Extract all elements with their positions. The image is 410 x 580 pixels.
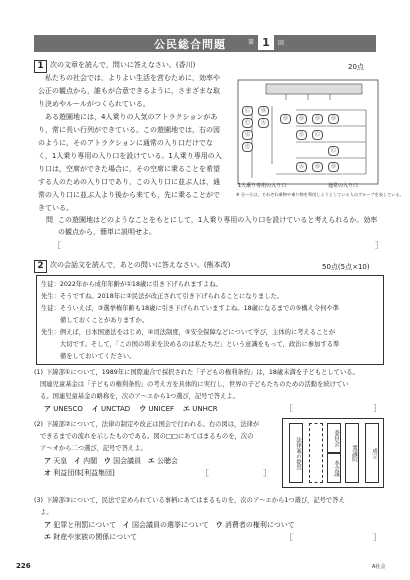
- passage-line: 公正の観点から，誰もが合意できるように，さまざまな取: [38, 87, 220, 95]
- normal-entrance-label: 通常の入り口: [328, 183, 359, 189]
- question-1-text-line: この遊園地はどのようなことをもとにして，1人乗り専用の入り口を設けていると考えられるか。効率: [58, 216, 378, 224]
- choice-mark: オ: [44, 469, 51, 477]
- answer-close-bracket: ］: [375, 241, 383, 250]
- answer-close-bracket: ］: [373, 404, 381, 413]
- subquestion-1-text: 国連児童基金は「子どもの権利条約」の考え方を具体的に実行し，世界の子どもたちのための活動を続けてい: [40, 381, 349, 388]
- group-circle: Ⓔ: [242, 142, 253, 152]
- subquestion-2-label: (2): [34, 421, 43, 428]
- question-1-number: 1: [34, 60, 47, 73]
- round-prefix: 第: [248, 39, 255, 46]
- subquestion-1-text: 下線部①について，1989年に国際連合で採択された「子どもの権利条約」は，18歳未満を子どもとしている。: [46, 369, 359, 376]
- question-1-passage: [38, 72, 224, 215]
- passage-line: する人のための入り口であり，この入り口に並ぶ人は，通: [38, 178, 220, 186]
- page-title: 公民総合問題: [154, 38, 226, 51]
- subquestion-1-answer-box[interactable]: [284, 402, 382, 417]
- dialogue-line: 生徒：そういえば，③選挙権年齢も18歳に引き下げられていますよね。18歳になるまでの⑤構え令何や準: [41, 305, 340, 312]
- subquestion-3-choices-row-2: [44, 531, 137, 544]
- passage-line: り決めやルールがつくられている。: [38, 100, 150, 108]
- question-1-label: 問: [46, 216, 53, 224]
- group-circle: Ⓔ: [296, 130, 307, 140]
- choice-text: 利益団体[利益集団]: [53, 469, 115, 477]
- group-circle: Ⓒ: [328, 146, 339, 156]
- passage-line: 私たちの社会では，よりよい生活を営むために，効率や: [45, 74, 220, 82]
- flow-step-house: 衆議院: [345, 423, 359, 483]
- group-circle: Ⓒ: [312, 130, 323, 140]
- subquestion-2-choices-row-2: [44, 467, 115, 480]
- passage-line: 常の入り口に並ぶ人より後から来ても，先に乗ることがで: [38, 191, 220, 199]
- group-circle: Ⓓ: [280, 114, 291, 124]
- passage-line: のように，そのアトラクションに通常の入り口だけでな: [38, 139, 213, 147]
- choice-text: 犯罪と刑罰について: [53, 521, 117, 529]
- choice-mark: ウ: [103, 457, 111, 465]
- choice-mark: ウ: [139, 405, 147, 413]
- choice-text: 内閣: [83, 457, 98, 465]
- choice-text: UNHCR: [192, 405, 218, 413]
- round-suffix: 回: [278, 40, 285, 47]
- queue-diagram: [236, 78, 404, 206]
- group-circle: Ⓓ: [296, 114, 307, 124]
- answer-close-bracket: ］: [373, 533, 381, 542]
- question-1-instruction: 次の文章を読んで，問いに答えなさい。(香川): [50, 61, 196, 69]
- question-2-instruction: 次の会話文を読んで，あとの問いに答えなさい。(熊本改): [50, 261, 231, 269]
- group-circle: Ⓐ: [258, 118, 269, 128]
- choice-mark: イ: [122, 521, 130, 529]
- choice-mark: エ: [44, 533, 51, 541]
- passage-line: く，1人乗り専用の入り口を設けている。1人乗り専用の入: [38, 152, 222, 160]
- single-rider-entrance-label: 1人乗り専用の入り口: [238, 183, 287, 189]
- queue-diagram-drawing: [236, 78, 382, 190]
- dialogue-line: 生徒：2022年から成年年齢が①18歳に引き下げられますよね。: [41, 281, 222, 288]
- answer-open-bracket: ［: [285, 533, 293, 542]
- choice-text: 天皇: [53, 457, 68, 465]
- answer-close-bracket: ］: [263, 469, 271, 478]
- figure-note: ※ Ⓐ～Ⓔは，それぞれ乗物や乗り物を利用しようとしている人のグループを表している。: [236, 192, 404, 197]
- answer-open-bracket: ［: [285, 404, 293, 413]
- choice-mark: ア: [44, 521, 51, 529]
- choice-text: 国会議員の選挙について: [132, 521, 209, 529]
- dialogue-line: 備しておくことがありますか。: [41, 317, 149, 324]
- subquestion-2-answer-box[interactable]: [200, 467, 272, 482]
- subquestion-1-choices: [44, 403, 218, 416]
- subquestion-2-text: 下線部②について，法律の制定や改正は国会で行われる。右の図は，法律が: [46, 421, 260, 428]
- answer-open-bracket: ［: [201, 469, 209, 478]
- question-2-number: 2: [34, 260, 47, 273]
- answer-open-bracket: ［: [53, 241, 61, 250]
- flow-step-blank: [309, 423, 323, 483]
- choice-mark: ア: [44, 405, 51, 413]
- group-circle: Ⓓ: [328, 114, 339, 124]
- dialogue-line: 先生：例えば，日本国憲法をはじめ，④司法制度，⑤安全保障などについて学び，主体的に考えることが: [41, 329, 336, 336]
- choice-text: 公聴会: [157, 457, 178, 465]
- question-1-answer-box[interactable]: [52, 238, 384, 254]
- choice-mark: ア: [44, 457, 51, 465]
- choice-mark: イ: [73, 457, 81, 465]
- choice-text: UNICEF: [148, 405, 175, 413]
- choice-mark: エ: [147, 457, 155, 465]
- dialogue-line: 先生：そうですね。2018年に②民法が改正されて引き下げられることになりました。: [41, 293, 284, 300]
- choice-text: UNESCO: [53, 405, 83, 413]
- choice-mark: エ: [182, 405, 190, 413]
- choice-text: 国会議員: [113, 457, 142, 465]
- choice-mark: ウ: [215, 521, 223, 529]
- passage-line: り，常に長い行列ができている。この遊園地では，右の図: [38, 126, 220, 134]
- dialogue-line: 備をしておいてください。: [41, 353, 136, 360]
- passage-line: きている。: [38, 204, 73, 212]
- subquestion-3-answer-box[interactable]: [284, 531, 382, 546]
- subquestion-2-text: ア～オから二つ選び，記号で答えよ。: [40, 445, 147, 452]
- page-code: A社会: [372, 564, 386, 570]
- group-circle: Ⓒ: [242, 106, 253, 116]
- question-1-text-line: の観点から，簡単に説明せよ。: [58, 228, 156, 236]
- subquestion-3-text: よ。: [40, 509, 53, 516]
- dialogue-line: 大切です。そして，「この国の将来を決めるのは私たちだ」という意識をもって，政治に参加する準: [41, 341, 340, 348]
- choice-text: UNCTAD: [101, 405, 131, 413]
- group-circle: Ⓒ: [242, 118, 253, 128]
- subquestion-2-text: できるまでの流れを示したものである。図の□□にあてはまるものを，次の: [40, 433, 254, 440]
- subquestion-3-text: 下線部③について，民法で定められている事柄にあてはまるものを，次のア～エから1つ選び，記号で答え: [46, 497, 345, 504]
- dialogue-box: [36, 275, 384, 365]
- flow-step-bill-submission: 法律案の提出: [289, 423, 303, 483]
- choice-text: 財産や家族の関係について: [53, 533, 138, 541]
- choice-mark: イ: [91, 405, 99, 413]
- group-circle: Ⓑ: [312, 162, 323, 172]
- title-banner: [34, 35, 376, 52]
- flow-step-plenary: 本会議: [327, 453, 341, 483]
- choice-text: 消費者の権利について: [224, 521, 295, 529]
- law-process-diagram: [282, 418, 384, 488]
- group-circle: Ⓓ: [312, 114, 323, 124]
- subquestion-3-label: (3): [34, 497, 43, 504]
- group-circle: Ⓑ: [258, 106, 269, 116]
- group-circle: Ⓓ: [328, 162, 339, 172]
- passage-line: ある遊園地には，4人乗りの人気のアトラクションがあ: [45, 113, 218, 121]
- subquestion-1-text: る。国連児童基金の略称を，次のア～エから1つ選び，記号で答えよ。: [40, 393, 239, 400]
- round-number: 1: [258, 35, 274, 50]
- flow-step-enacted: 成立: [365, 423, 379, 483]
- page-number: 226: [16, 562, 31, 570]
- subquestion-1-label: (1): [34, 369, 43, 376]
- group-circle: Ⓐ: [296, 162, 307, 172]
- question-1-points: 20点: [348, 63, 364, 71]
- group-circle: Ⓔ: [242, 130, 253, 140]
- question-2-points: 50点(5点×10): [322, 263, 370, 271]
- passage-line: り口は，空席ができた場合に，その空席に乗ることを希望: [38, 165, 220, 173]
- flow-step-committee: 委員会: [327, 423, 341, 453]
